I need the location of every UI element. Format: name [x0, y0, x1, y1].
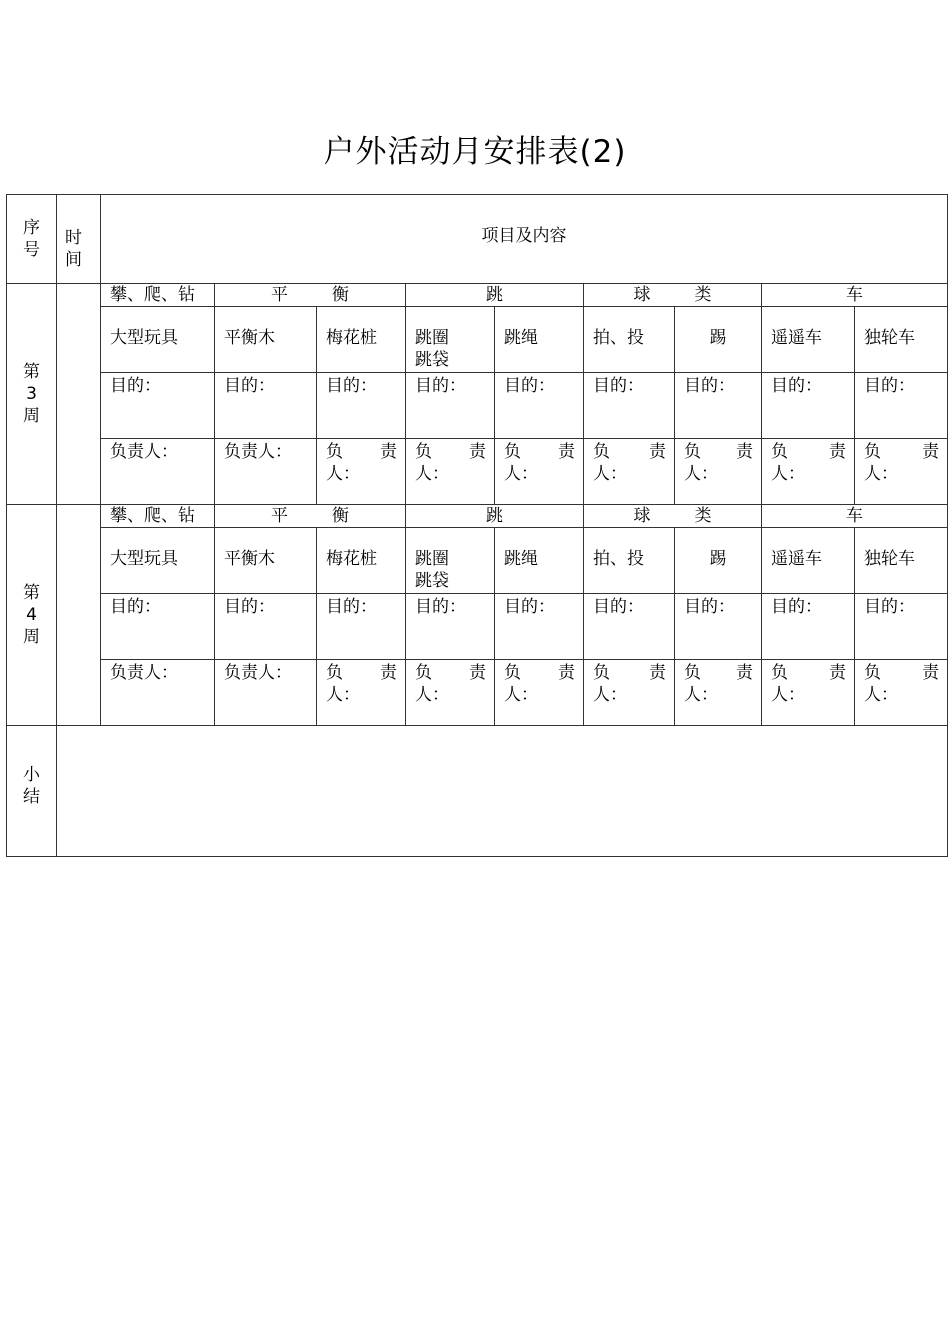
- responsible-char-a: 负: [771, 663, 788, 683]
- responsible-char-c: 人：: [326, 464, 360, 484]
- week3-goal-cell: 目的：: [584, 373, 675, 439]
- week4-goal-cell: 目的：: [584, 594, 675, 660]
- responsible-char-b: 责: [380, 442, 397, 462]
- week4-responsible-cell: 负责人：: [101, 660, 215, 726]
- page-title: 户外活动月安排表(2): [323, 134, 627, 170]
- week4-goal-cell: 目的：: [495, 594, 584, 660]
- summary-content-cell[interactable]: [57, 726, 948, 857]
- week3-item-kick: 踢: [675, 307, 762, 373]
- week4-responsible-cell: [584, 660, 675, 726]
- week4-item-row: [7, 528, 948, 594]
- week4-goal-cell: 目的：: [406, 594, 495, 660]
- week3-label-line1: 第: [23, 362, 40, 382]
- week3-item-remote-car: 遥遥车: [762, 307, 855, 373]
- responsible-char-a: 负: [771, 442, 788, 462]
- responsible-char-a: 负: [593, 442, 610, 462]
- week3-category-climb: 攀、爬、钻: [101, 284, 215, 307]
- week4-item-balance-beam: 平衡木: [215, 528, 317, 594]
- week4-item-hoop-line1: 跳圈: [415, 549, 449, 569]
- week3-responsible-cell: [675, 439, 762, 505]
- responsible-char-b: 责: [736, 663, 753, 683]
- week4-time-cell: [57, 505, 101, 726]
- week3-time-cell: [57, 284, 101, 505]
- header-content-label: 项目及内容: [481, 225, 567, 246]
- week3-label-line3: 周: [23, 406, 40, 426]
- week4-responsible-cell: 负责人：: [215, 660, 317, 726]
- week3-responsible-cell: 负责人：: [101, 439, 215, 505]
- responsible-char-c: 人：: [593, 464, 627, 484]
- header-content-cell: [101, 195, 948, 284]
- week4-goal-cell: 目的：: [317, 594, 406, 660]
- responsible-char-c: 人：: [771, 464, 805, 484]
- week3-goal-cell: 目的：: [101, 373, 215, 439]
- week4-goal-row: [7, 594, 948, 660]
- responsible-char-b: 责: [829, 663, 846, 683]
- week3-responsible-cell: [584, 439, 675, 505]
- week3-goal-cell: 目的：: [215, 373, 317, 439]
- week3-goal-cell: 目的：: [762, 373, 855, 439]
- week3-item-unicycle: 独轮车: [855, 307, 948, 373]
- week3-goal-row: [7, 373, 948, 439]
- week4-item-hoop-line2: 跳袋: [415, 571, 449, 591]
- responsible-char-b: 责: [380, 663, 397, 683]
- summary-label-line1: 小: [23, 765, 40, 785]
- week4-goal-cell: 目的：: [762, 594, 855, 660]
- schedule-table: [6, 194, 948, 857]
- week3-responsible-row: [7, 439, 948, 505]
- week3-category-row: [7, 284, 948, 307]
- responsible-char-c: 人：: [684, 685, 718, 705]
- week4-responsible-cell: [495, 660, 584, 726]
- summary-row: [7, 726, 948, 857]
- week3-item-hoop-line1: 跳圈: [415, 328, 449, 348]
- responsible-char-c: 人：: [684, 464, 718, 484]
- week3-item-plum-stake: 梅花桩: [317, 307, 406, 373]
- week3-goal-cell: 目的：: [406, 373, 495, 439]
- week3-goal-cell: 目的：: [317, 373, 406, 439]
- week4-responsible-cell: [317, 660, 406, 726]
- summary-label-line2: 结: [23, 787, 40, 807]
- week3-goal-cell: 目的：: [675, 373, 762, 439]
- week3-responsible-cell: [317, 439, 406, 505]
- header-time-cell: [57, 195, 101, 284]
- week4-item-rope: 跳绳: [495, 528, 584, 594]
- responsible-char-b: 责: [558, 442, 575, 462]
- responsible-char-c: 人：: [593, 685, 627, 705]
- week3-goal-cell: 目的：: [495, 373, 584, 439]
- week4-item-hoop: [406, 528, 495, 594]
- responsible-char-b: 责: [469, 442, 486, 462]
- responsible-char-c: 人：: [415, 685, 449, 705]
- week3-item-hoop-line2: 跳袋: [415, 350, 449, 370]
- week3-category-ball: [584, 284, 762, 307]
- week4-responsible-cell: [675, 660, 762, 726]
- responsible-char-a: 负: [415, 663, 432, 683]
- week3-item-balance-beam: 平衡木: [215, 307, 317, 373]
- responsible-char-a: 负: [504, 663, 521, 683]
- week3-responsible-cell: [406, 439, 495, 505]
- week3-label-cell: [7, 284, 57, 505]
- week3-item-pat-throw: 拍、投: [584, 307, 675, 373]
- week3-category-balance-a: 平: [271, 285, 288, 305]
- week3-category-ball-a: 球: [633, 285, 651, 305]
- week4-goal-cell: 目的：: [101, 594, 215, 660]
- header-time-line1: 时: [65, 228, 82, 248]
- responsible-char-b: 责: [829, 442, 846, 462]
- responsible-char-c: 人：: [864, 464, 898, 484]
- responsible-char-b: 责: [922, 663, 940, 683]
- week4-responsible-cell: [406, 660, 495, 726]
- week4-goal-cell: 目的：: [855, 594, 948, 660]
- responsible-char-b: 责: [558, 663, 575, 683]
- responsible-char-a: 负: [415, 442, 432, 462]
- week3-item-hoop: [406, 307, 495, 373]
- week3-label-line2: 3: [26, 384, 37, 404]
- week4-item-pat-throw: 拍、投: [584, 528, 675, 594]
- responsible-char-a: 负: [326, 442, 343, 462]
- week4-goal-cell: 目的：: [675, 594, 762, 660]
- week4-label-line3: 周: [23, 627, 40, 647]
- week4-category-row: [7, 505, 948, 528]
- week4-responsible-row: [7, 660, 948, 726]
- week4-item-remote-car: 遥遥车: [762, 528, 855, 594]
- header-seq-line1: 序: [23, 218, 40, 238]
- week4-goal-cell: 目的：: [215, 594, 317, 660]
- week3-responsible-cell: [495, 439, 584, 505]
- responsible-char-a: 负: [684, 663, 701, 683]
- week4-category-ball-a: 球: [633, 506, 651, 526]
- responsible-char-a: 负: [684, 442, 701, 462]
- week4-label-cell: [7, 505, 57, 726]
- week4-category-ball: [584, 505, 762, 528]
- summary-label-cell: [7, 726, 57, 857]
- week4-responsible-cell: [762, 660, 855, 726]
- week4-responsible-cell: [855, 660, 948, 726]
- responsible-char-b: 责: [469, 663, 486, 683]
- responsible-char-a: 负: [864, 442, 881, 462]
- responsible-char-c: 人：: [771, 685, 805, 705]
- header-seq-line2: 号: [23, 240, 40, 260]
- header-time-line2: 间: [65, 250, 82, 270]
- week4-category-balance-b: 衡: [332, 506, 349, 526]
- responsible-char-c: 人：: [504, 685, 538, 705]
- week4-label-line2: 4: [26, 605, 37, 625]
- week4-category-vehicle: 车: [762, 505, 948, 528]
- week3-responsible-cell: [855, 439, 948, 505]
- week4-item-unicycle: 独轮车: [855, 528, 948, 594]
- responsible-char-a: 负: [504, 442, 521, 462]
- responsible-char-c: 人：: [864, 685, 898, 705]
- week4-category-jump: 跳: [406, 505, 584, 528]
- responsible-char-c: 人：: [504, 464, 538, 484]
- header-row: [7, 195, 948, 284]
- week4-label-line1: 第: [23, 583, 40, 603]
- week3-responsible-cell: 负责人：: [215, 439, 317, 505]
- responsible-char-c: 人：: [415, 464, 449, 484]
- responsible-char-b: 责: [922, 442, 940, 462]
- week4-category-ball-b: 类: [694, 506, 712, 526]
- responsible-char-a: 负: [593, 663, 610, 683]
- week3-item-rope: 跳绳: [495, 307, 584, 373]
- week4-item-kick: 踢: [675, 528, 762, 594]
- week3-category-balance: [215, 284, 406, 307]
- responsible-char-a: 负: [864, 663, 881, 683]
- week3-goal-cell: 目的：: [855, 373, 948, 439]
- week3-category-balance-b: 衡: [332, 285, 349, 305]
- week4-category-balance: [215, 505, 406, 528]
- week4-category-climb: 攀、爬、钻: [101, 505, 215, 528]
- responsible-char-a: 负: [326, 663, 343, 683]
- week3-item-large-toy: 大型玩具: [101, 307, 215, 373]
- responsible-char-c: 人：: [326, 685, 360, 705]
- week3-category-ball-b: 类: [694, 285, 712, 305]
- responsible-char-b: 责: [649, 442, 666, 462]
- header-seq-cell: [7, 195, 57, 284]
- week4-category-balance-a: 平: [271, 506, 288, 526]
- week3-responsible-cell: [762, 439, 855, 505]
- week3-category-vehicle: 车: [762, 284, 948, 307]
- week4-item-large-toy: 大型玩具: [101, 528, 215, 594]
- week3-item-row: [7, 307, 948, 373]
- responsible-char-b: 责: [736, 442, 753, 462]
- week3-category-jump: 跳: [406, 284, 584, 307]
- week4-item-plum-stake: 梅花桩: [317, 528, 406, 594]
- responsible-char-b: 责: [649, 663, 666, 683]
